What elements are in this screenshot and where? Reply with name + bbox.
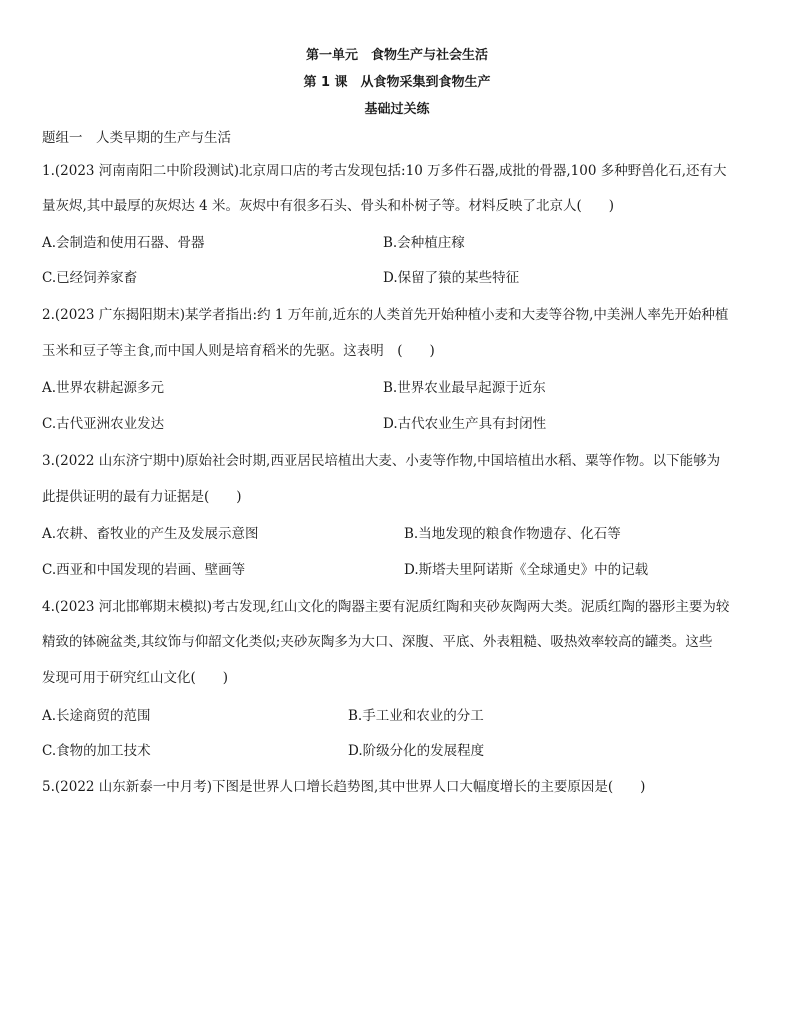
question-3-option-b[interactable]: B.当地发现的粮食作物遗存、化石等 bbox=[404, 526, 621, 542]
question-2-option-a[interactable]: A.世界农耕起源多元 bbox=[42, 380, 165, 396]
question-2-option-d[interactable]: D.古代农业生产具有封闭性 bbox=[383, 416, 547, 432]
question-2-option-c[interactable]: C.古代亚洲农业发达 bbox=[42, 416, 165, 432]
question-4-stem-line-1: 4.(2023 河北邯郸期末模拟)考古发现,红山文化的陶器主要有泥质红陶和夹砂灰陶两大类。泥质红陶的器形主要为较 bbox=[42, 599, 730, 615]
question-1-option-a[interactable]: A.会制造和使用石器、骨器 bbox=[42, 235, 205, 251]
question-4-stem-line-2: 精致的钵碗盆类,其纹饰与仰韶文化类似;夹砂灰陶多为大口、深腹、平底、外表粗糙、吸热效率较高的罐类。这些 bbox=[42, 634, 713, 650]
unit-title: 第一单元 食物生产与社会生活 bbox=[305, 48, 488, 63]
question-3-stem-line-1: 3.(2022 山东济宁期中)原始社会时期,西亚居民培植出大麦、小麦等作物,中国培植出水稻、粟等作物。以下能够为 bbox=[42, 453, 721, 469]
question-1-option-c[interactable]: C.已经饲养家畜 bbox=[42, 270, 138, 286]
question-4-stem-line-3: 发现可用于研究红山文化( ) bbox=[42, 670, 229, 686]
question-1-option-d[interactable]: D.保留了猿的某些特征 bbox=[383, 270, 520, 286]
question-4-option-c[interactable]: C.食物的加工技术 bbox=[42, 743, 151, 759]
lesson-title: 第 1 课 从食物采集到食物生产 bbox=[303, 75, 491, 90]
question-4-option-a[interactable]: A.长途商贸的范围 bbox=[42, 708, 151, 724]
question-2-stem-line-1: 2.(2023 广东揭阳期末)某学者指出:约 1 万年前,近东的人类首先开始种植小麦和大麦等谷物,中美洲人率先开始种植 bbox=[42, 307, 729, 323]
section-title: 基础过关练 bbox=[364, 102, 430, 117]
question-1-stem-line-2: 量灰烬,其中最厚的灰烬达 4 米。灰烬中有很多石头、骨头和朴树子等。材料反映了北京人( ) bbox=[42, 198, 614, 214]
question-2-option-b[interactable]: B.世界农业最早起源于近东 bbox=[383, 380, 546, 396]
question-1-option-b[interactable]: B.会种植庄稼 bbox=[383, 235, 465, 251]
question-3-option-a[interactable]: A.农耕、畜牧业的产生及发展示意图 bbox=[42, 526, 259, 542]
question-5-stem-line-1: 5.(2022 山东新泰一中月考)下图是世界人口增长趋势图,其中世界人口大幅度增长的主要原因是( ) bbox=[42, 779, 646, 795]
question-3-option-d[interactable]: D.斯塔夫里阿诺斯《全球通史》中的记载 bbox=[404, 562, 649, 578]
question-1-stem-line-1: 1.(2023 河南南阳二中阶段测试)北京周口店的考古发现包括:10 万多件石器,成批的骨器,100 多种野兽化石,还有大 bbox=[42, 163, 727, 179]
question-3-option-c[interactable]: C.西亚和中国发现的岩画、壁画等 bbox=[42, 562, 246, 578]
question-4-option-d[interactable]: D.阶级分化的发展程度 bbox=[348, 743, 485, 759]
question-2-stem-line-2: 玉米和豆子等主食,而中国人则是培育稻米的先驱。这表明 ( ) bbox=[42, 343, 435, 359]
question-group-heading: 题组一 人类早期的生产与生活 bbox=[42, 130, 231, 146]
question-3-stem-line-2: 此提供证明的最有力证据是( ) bbox=[42, 489, 242, 505]
question-4-option-b[interactable]: B.手工业和农业的分工 bbox=[348, 708, 484, 724]
